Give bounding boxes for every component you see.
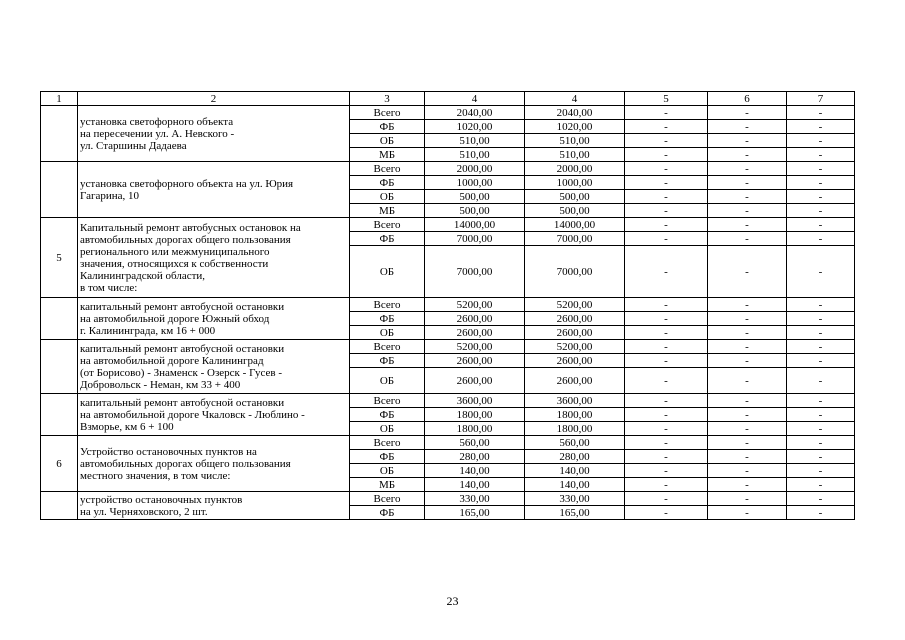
amount-col7: - [787, 450, 855, 464]
amount-col5: - [625, 354, 708, 368]
table-row [41, 162, 855, 176]
amount-col5: - [625, 506, 708, 520]
table-row [41, 492, 855, 506]
table-row [41, 436, 855, 450]
amount-col4a: 5200,00 [425, 298, 525, 312]
table-row [41, 106, 855, 120]
amount-col5: - [625, 120, 708, 134]
amount-col6: - [708, 492, 787, 506]
description-line: Взморье, км 6 + 100 [80, 420, 174, 433]
amount-col4b: 1020,00 [525, 120, 625, 134]
table-row [41, 340, 855, 354]
row-number [41, 394, 78, 436]
funding-source: ОБ [350, 326, 425, 340]
funding-source: МБ [350, 478, 425, 492]
amount-col6: - [708, 134, 787, 148]
column-header-2: 2 [78, 92, 350, 106]
amount-col6: - [708, 408, 787, 422]
amount-col6: - [708, 478, 787, 492]
amount-col7: - [787, 232, 855, 246]
amount-col7: - [787, 148, 855, 162]
amount-col6: - [708, 326, 787, 340]
amount-col7: - [787, 368, 855, 394]
amount-col4a: 5200,00 [425, 340, 525, 354]
amount-col6: - [708, 298, 787, 312]
amount-col4a: 14000,00 [425, 218, 525, 232]
amount-col6: - [708, 450, 787, 464]
row-number [41, 162, 78, 218]
amount-col5: - [625, 394, 708, 408]
row-number [41, 492, 78, 520]
amount-col7: - [787, 204, 855, 218]
amount-col7: - [787, 506, 855, 520]
funding-source: Всего [350, 218, 425, 232]
amount-col6: - [708, 394, 787, 408]
amount-col4a: 2000,00 [425, 162, 525, 176]
budget-table [40, 91, 855, 520]
amount-col7: - [787, 326, 855, 340]
amount-col4a: 510,00 [425, 148, 525, 162]
row-number: 5 [41, 218, 78, 298]
funding-source: Всего [350, 394, 425, 408]
amount-col4b: 7000,00 [525, 246, 625, 298]
amount-col4a: 330,00 [425, 492, 525, 506]
row-description [78, 218, 350, 298]
amount-col7: - [787, 312, 855, 326]
amount-col5: - [625, 464, 708, 478]
amount-col4a: 560,00 [425, 436, 525, 450]
amount-col4b: 5200,00 [525, 340, 625, 354]
amount-col6: - [708, 246, 787, 298]
table-row [41, 394, 855, 408]
description-line: в том числе: [80, 281, 138, 294]
row-description [78, 106, 350, 162]
funding-source: ФБ [350, 312, 425, 326]
funding-source: ФБ [350, 408, 425, 422]
amount-col6: - [708, 218, 787, 232]
amount-col5: - [625, 106, 708, 120]
amount-col5: - [625, 408, 708, 422]
amount-col4b: 2600,00 [525, 326, 625, 340]
amount-col5: - [625, 450, 708, 464]
description-line: г. Калининграда, км 16 + 000 [80, 324, 216, 337]
amount-col6: - [708, 354, 787, 368]
amount-col4a: 140,00 [425, 478, 525, 492]
amount-col4a: 2600,00 [425, 326, 525, 340]
amount-col6: - [708, 106, 787, 120]
amount-col4b: 7000,00 [525, 232, 625, 246]
amount-col6: - [708, 436, 787, 450]
row-description [78, 436, 350, 492]
description-line: Добровольск - Неман, км 33 + 400 [80, 378, 241, 391]
amount-col7: - [787, 354, 855, 368]
amount-col4b: 140,00 [525, 478, 625, 492]
amount-col4a: 1800,00 [425, 408, 525, 422]
amount-col4b: 3600,00 [525, 394, 625, 408]
amount-col4a: 140,00 [425, 464, 525, 478]
amount-col4b: 560,00 [525, 436, 625, 450]
table-row [41, 298, 855, 312]
amount-col6: - [708, 162, 787, 176]
amount-col4a: 1020,00 [425, 120, 525, 134]
amount-col4a: 165,00 [425, 506, 525, 520]
amount-col4b: 280,00 [525, 450, 625, 464]
amount-col7: - [787, 120, 855, 134]
amount-col5: - [625, 162, 708, 176]
amount-col5: - [625, 232, 708, 246]
row-description [78, 298, 350, 340]
amount-col6: - [708, 190, 787, 204]
amount-col5: - [625, 340, 708, 354]
page-number: 23 [446, 594, 459, 608]
funding-source: ФБ [350, 176, 425, 190]
funding-source: МБ [350, 148, 425, 162]
description-line: Калининградской области, [80, 269, 206, 282]
amount-col7: - [787, 162, 855, 176]
amount-col4b: 1800,00 [525, 422, 625, 436]
description-line: значения, относящихся к собственности [80, 257, 269, 270]
column-header-1: 1 [41, 92, 78, 106]
amount-col5: - [625, 478, 708, 492]
column-header-5: 4 [525, 92, 625, 106]
description-line: Гагарина, 10 [80, 189, 140, 202]
amount-col6: - [708, 312, 787, 326]
amount-col4b: 165,00 [525, 506, 625, 520]
funding-source: ФБ [350, 232, 425, 246]
amount-col4b: 510,00 [525, 148, 625, 162]
amount-col5: - [625, 368, 708, 394]
funding-source: Всего [350, 340, 425, 354]
amount-col4a: 2600,00 [425, 368, 525, 394]
row-number [41, 298, 78, 340]
funding-source: ФБ [350, 354, 425, 368]
description-line: на пересечении ул. А. Невского - [80, 127, 235, 140]
amount-col6: - [708, 176, 787, 190]
description-line: местного значения, в том числе: [80, 469, 231, 482]
amount-col6: - [708, 148, 787, 162]
description-line: Капитальный ремонт автобусных остановок на [80, 221, 301, 234]
row-description [78, 492, 350, 520]
description-line: на автомобильной дороге Чкаловск - Люблино - [80, 408, 305, 421]
row-number [41, 106, 78, 162]
description-line: Устройство остановочных пунктов на [80, 445, 257, 458]
amount-col4b: 330,00 [525, 492, 625, 506]
amount-col4a: 7000,00 [425, 232, 525, 246]
amount-col4a: 2600,00 [425, 312, 525, 326]
amount-col4a: 2040,00 [425, 106, 525, 120]
amount-col4b: 1800,00 [525, 408, 625, 422]
amount-col4b: 2600,00 [525, 368, 625, 394]
amount-col4a: 500,00 [425, 190, 525, 204]
funding-source: МБ [350, 204, 425, 218]
amount-col4a: 2600,00 [425, 354, 525, 368]
description-line: на автомобильной дороге Калининград [80, 354, 264, 367]
description-line: автомобильных дорогах общего пользования [80, 233, 291, 246]
amount-col5: - [625, 326, 708, 340]
header-row [41, 92, 855, 106]
amount-col4a: 500,00 [425, 204, 525, 218]
amount-col4b: 1000,00 [525, 176, 625, 190]
funding-source: ОБ [350, 246, 425, 298]
funding-source: Всего [350, 298, 425, 312]
amount-col7: - [787, 106, 855, 120]
table-row [41, 218, 855, 232]
amount-col7: - [787, 464, 855, 478]
funding-source: ФБ [350, 450, 425, 464]
funding-source: Всего [350, 436, 425, 450]
amount-col5: - [625, 492, 708, 506]
amount-col5: - [625, 218, 708, 232]
amount-col4b: 14000,00 [525, 218, 625, 232]
amount-col5: - [625, 134, 708, 148]
amount-col6: - [708, 368, 787, 394]
column-header-6: 5 [625, 92, 708, 106]
amount-col7: - [787, 134, 855, 148]
description-line: капитальный ремонт автобусной остановки [80, 396, 285, 409]
amount-col4a: 510,00 [425, 134, 525, 148]
amount-col7: - [787, 394, 855, 408]
row-number [41, 340, 78, 394]
amount-col6: - [708, 204, 787, 218]
amount-col5: - [625, 204, 708, 218]
funding-source: ОБ [350, 134, 425, 148]
amount-col7: - [787, 478, 855, 492]
description-line: капитальный ремонт автобусной остановки [80, 300, 285, 313]
funding-source: Всего [350, 106, 425, 120]
budget-table-body [41, 92, 855, 520]
amount-col6: - [708, 120, 787, 134]
amount-col4a: 1800,00 [425, 422, 525, 436]
amount-col6: - [708, 506, 787, 520]
amount-col6: - [708, 232, 787, 246]
amount-col7: - [787, 176, 855, 190]
amount-col7: - [787, 422, 855, 436]
column-header-7: 6 [708, 92, 787, 106]
description-line: установка светофорного объекта на ул. Юрия [80, 177, 294, 190]
description-line: устройство остановочных пунктов [80, 493, 243, 506]
description-line: установка светофорного объекта [80, 115, 234, 128]
amount-col4b: 2040,00 [525, 106, 625, 120]
description-line: капитальный ремонт автобусной остановки [80, 342, 285, 355]
amount-col4b: 2000,00 [525, 162, 625, 176]
amount-col6: - [708, 464, 787, 478]
row-number: 6 [41, 436, 78, 492]
amount-col7: - [787, 340, 855, 354]
row-description [78, 394, 350, 436]
funding-source: ОБ [350, 368, 425, 394]
amount-col5: - [625, 422, 708, 436]
column-header-3: 3 [350, 92, 425, 106]
column-header-8: 7 [787, 92, 855, 106]
description-line: ул. Старшины Дадаева [80, 139, 187, 152]
funding-source: Всего [350, 162, 425, 176]
amount-col5: - [625, 148, 708, 162]
funding-source: ОБ [350, 422, 425, 436]
funding-source: ФБ [350, 506, 425, 520]
funding-source: ОБ [350, 464, 425, 478]
row-description [78, 340, 350, 394]
amount-col7: - [787, 298, 855, 312]
amount-col4a: 280,00 [425, 450, 525, 464]
amount-col4b: 2600,00 [525, 354, 625, 368]
column-header-4: 4 [425, 92, 525, 106]
funding-source: Всего [350, 492, 425, 506]
amount-col7: - [787, 246, 855, 298]
amount-col5: - [625, 176, 708, 190]
amount-col4a: 7000,00 [425, 246, 525, 298]
amount-col4b: 5200,00 [525, 298, 625, 312]
amount-col4a: 1000,00 [425, 176, 525, 190]
amount-col5: - [625, 190, 708, 204]
description-line: на автомобильной дороге Южный обход [80, 312, 270, 325]
row-description [78, 162, 350, 218]
amount-col7: - [787, 492, 855, 506]
amount-col5: - [625, 312, 708, 326]
description-line: автомобильных дорогах общего пользования [80, 457, 291, 470]
description-line: регионального или межмуниципального [80, 245, 270, 258]
amount-col4b: 2600,00 [525, 312, 625, 326]
amount-col6: - [708, 340, 787, 354]
amount-col5: - [625, 246, 708, 298]
amount-col4b: 510,00 [525, 134, 625, 148]
description-line: (от Борисово) - Знаменск - Озерск - Гусев - [80, 366, 283, 379]
funding-source: ФБ [350, 120, 425, 134]
amount-col4a: 3600,00 [425, 394, 525, 408]
amount-col7: - [787, 218, 855, 232]
funding-source: ОБ [350, 190, 425, 204]
amount-col7: - [787, 408, 855, 422]
amount-col4b: 140,00 [525, 464, 625, 478]
description-line: на ул. Черняховского, 2 шт. [80, 505, 208, 518]
amount-col7: - [787, 436, 855, 450]
amount-col4b: 500,00 [525, 190, 625, 204]
amount-col5: - [625, 436, 708, 450]
amount-col6: - [708, 422, 787, 436]
amount-col4b: 500,00 [525, 204, 625, 218]
amount-col7: - [787, 190, 855, 204]
amount-col5: - [625, 298, 708, 312]
